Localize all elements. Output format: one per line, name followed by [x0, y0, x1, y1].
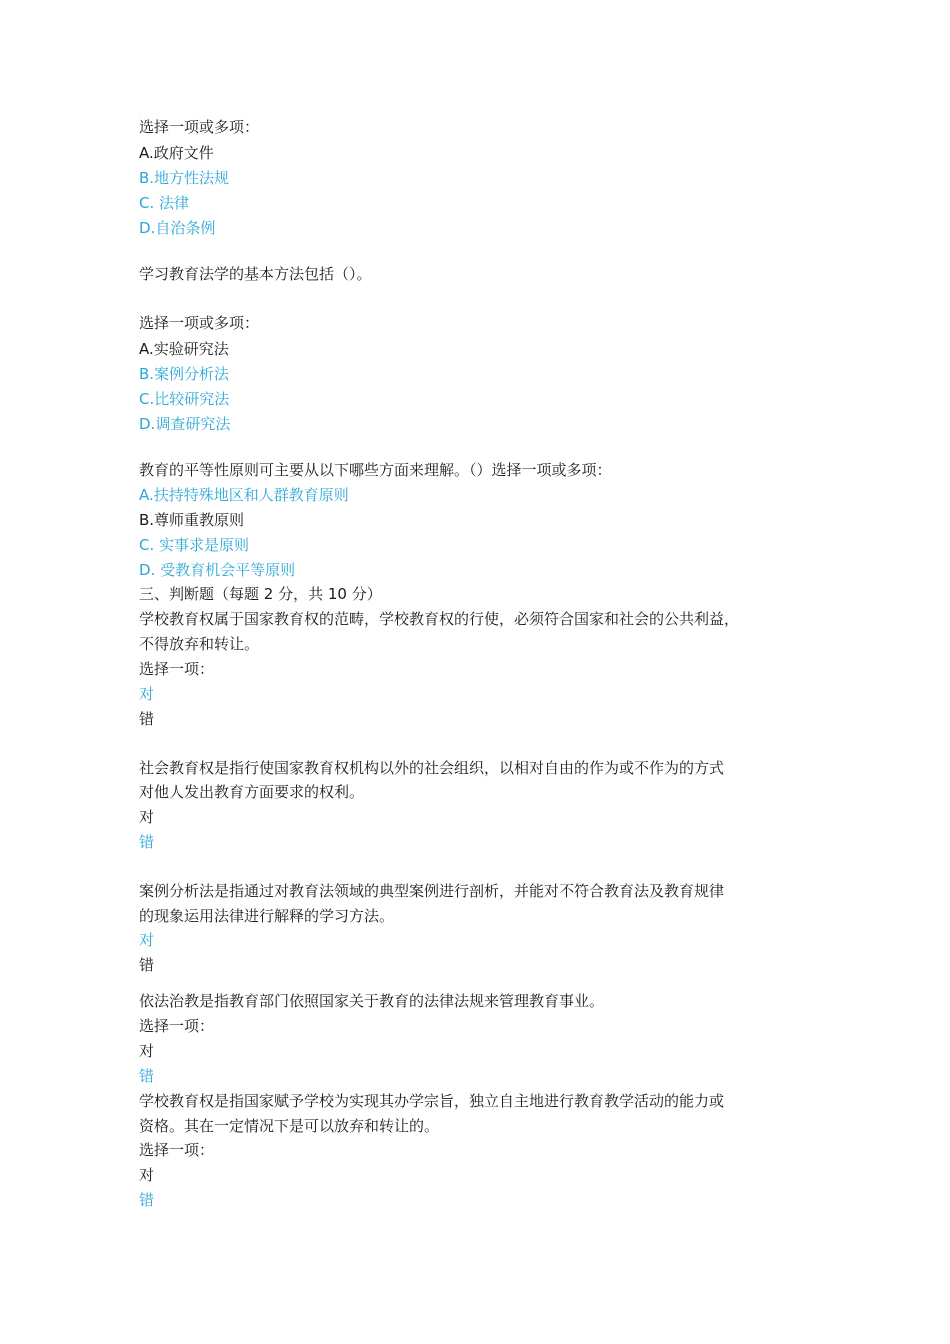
- q1-prompt: 选择一项或多项：: [139, 118, 260, 136]
- q2-option-a[interactable]: A.实验研究法: [139, 340, 229, 358]
- tf5-question-line1: 学校教育权是指国家赋予学校为实现其办学宗旨，独立自主地进行教育教学活动的能力或: [139, 1092, 725, 1110]
- tf4-option-false[interactable]: 错: [139, 1067, 155, 1085]
- tf5-option-true[interactable]: 对: [139, 1166, 155, 1184]
- tf4-option-true[interactable]: 对: [139, 1042, 155, 1060]
- q3-option-a[interactable]: A.扶持特殊地区和人群教育原则: [139, 486, 349, 504]
- q1-option-c[interactable]: C. 法律: [139, 194, 190, 212]
- tf2-question-line1: 社会教育权是指行使国家教育权机构以外的社会组织，以相对自由的作为或不作为的方式: [139, 759, 725, 777]
- q1-option-d[interactable]: D.自治条例: [139, 219, 216, 237]
- q1-option-a[interactable]: A.政府文件: [139, 144, 214, 162]
- q2-option-b[interactable]: B.案例分析法: [139, 365, 230, 383]
- tf3-option-false[interactable]: 错: [139, 956, 155, 974]
- q3-question: 教育的平等性原则可主要从以下哪些方面来理解。（）选择一项或多项：: [139, 461, 612, 479]
- tf3-question-line1: 案例分析法是指通过对教育法领域的典型案例进行剖析，并能对不符合教育法及教育规律: [139, 882, 725, 900]
- q1-option-b[interactable]: B.地方性法规: [139, 169, 230, 187]
- tf4-prompt: 选择一项：: [139, 1017, 215, 1035]
- tf5-question-line2: 资格。其在一定情况下是可以放弃和转让的。: [139, 1117, 440, 1135]
- q2-option-d[interactable]: D.调查研究法: [139, 415, 231, 433]
- tf2-option-false[interactable]: 错: [139, 833, 155, 851]
- q2-prompt: 选择一项或多项：: [139, 314, 260, 332]
- q2-question: 学习教育法学的基本方法包括（）。: [139, 265, 372, 283]
- tf2-option-true[interactable]: 对: [139, 808, 155, 826]
- tf3-question-line2: 的现象运用法律进行解释的学习方法。: [139, 907, 395, 925]
- tf5-prompt: 选择一项：: [139, 1141, 215, 1159]
- q3-option-b[interactable]: B.尊师重教原则: [139, 511, 245, 529]
- tf4-question-line1: 依法治教是指教育部门依照国家关于教育的法律法规来管理教育事业。: [139, 992, 605, 1010]
- tf1-option-true[interactable]: 对: [139, 685, 155, 703]
- tf1-question-line2: 不得放弃和转让。: [139, 635, 260, 653]
- tf2-question-line2: 对他人发出教育方面要求的权利。: [139, 783, 365, 801]
- tf5-option-false[interactable]: 错: [139, 1191, 155, 1209]
- q3-option-d[interactable]: D. 受教育机会平等原则: [139, 561, 296, 579]
- q2-option-c[interactable]: C.比较研究法: [139, 390, 230, 408]
- tf1-prompt: 选择一项：: [139, 660, 215, 678]
- q3-option-c[interactable]: C. 实事求是原则: [139, 536, 250, 554]
- tf3-option-true[interactable]: 对: [139, 931, 155, 949]
- section-heading: 三、判断题（每题 2 分，共 10 分）: [139, 585, 382, 603]
- tf1-option-false[interactable]: 错: [139, 710, 155, 728]
- tf1-question-line1: 学校教育权属于国家教育权的范畴，学校教育权的行使，必须符合国家和社会的公共利益，: [139, 610, 740, 628]
